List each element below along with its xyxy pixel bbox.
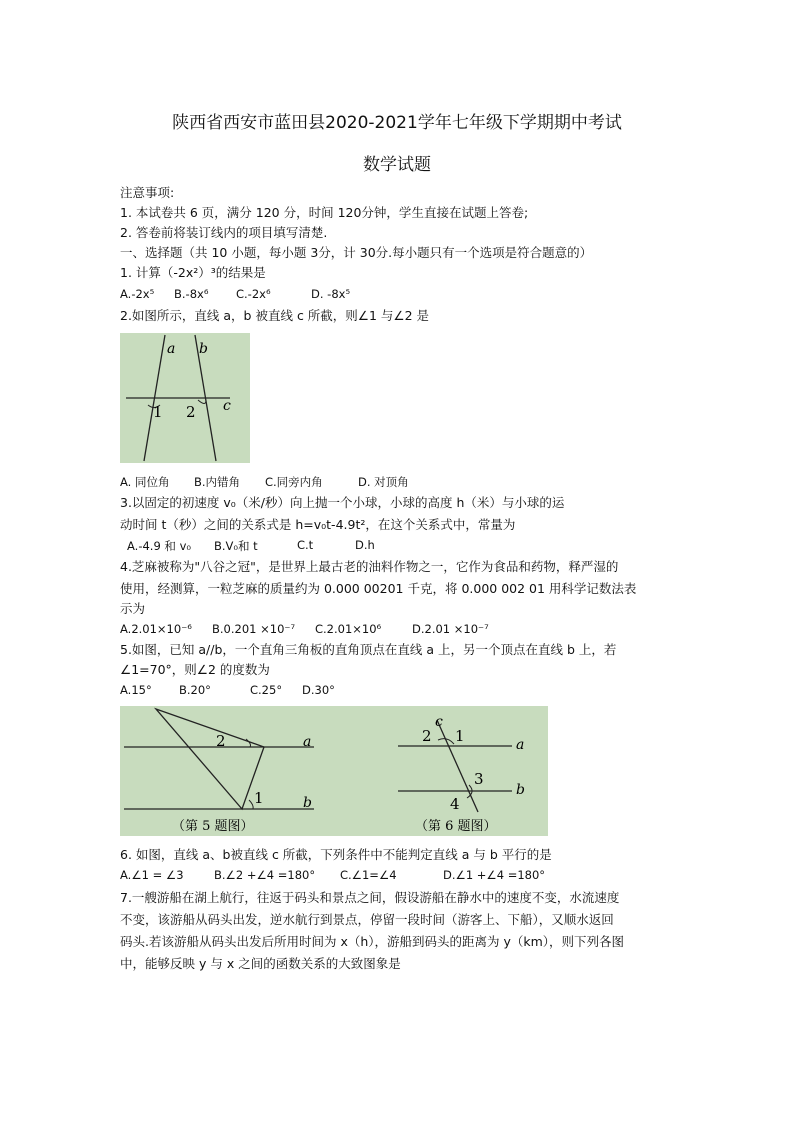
q3-option-d: D.h <box>355 538 375 552</box>
q7-line-2: 不变，该游船从码头出发，逆水航行到景点，停留一段时间（游客上、下船），又顺水返回 <box>120 912 614 927</box>
q5-option-c: C.25° <box>250 683 283 697</box>
q5-angle-1-arc <box>249 800 253 809</box>
q5-label-2: 2 <box>216 732 226 750</box>
q6-label-a: a <box>516 737 525 753</box>
q6-option-c: C.∠1=∠4 <box>340 868 397 882</box>
q6-label-b: b <box>516 782 525 798</box>
q3-line-2: 动时间 t（秒）之间的关系式是 h=v₀t-4.9t²，在这个关系式中，常量为 <box>120 517 516 532</box>
section-heading: 一、选择题（共 10 小题，每小题 3分，计 30分.每小题只有一个选项是符合题意的） <box>120 245 593 260</box>
q5-q6-figures <box>120 706 548 836</box>
q2-label-2: 2 <box>186 403 196 421</box>
q5-angle-2-arc <box>246 739 251 747</box>
q4-option-c: C.2.01×10⁶ <box>315 622 382 636</box>
q4-option-d: D.2.01 ×10⁻⁷ <box>412 622 489 636</box>
q4-line-3: 示为 <box>120 601 146 616</box>
q3-line-1: 3.以固定的初速度 v₀（米/秒）向上抛一个小球，小球的高度 h（米）与小球的运 <box>120 495 565 510</box>
q5-triangle <box>156 709 264 809</box>
q4-line-1: 4.芝麻被称为"八谷之冠"，是世界上最古老的油料作物之一，它作为食品和药物，释严湿的 <box>120 559 619 574</box>
q1-option-d: D. -8x⁵ <box>311 287 351 301</box>
q4-option-a: A.2.01×10⁻⁶ <box>120 622 192 636</box>
q2-label-a: a <box>167 341 176 357</box>
q6-caption: （第 6 题图） <box>415 819 497 834</box>
q1-stem: 1. 计算（-2x²）³的结果是 <box>120 265 266 280</box>
q5-label-a: a <box>303 734 312 750</box>
q5-option-d: D.30° <box>302 683 335 697</box>
q2-angle-2-arc <box>198 400 206 404</box>
q2-stem: 2.如图所示，直线 a，b 被直线 c 所截，则∠1 与∠2 是 <box>120 308 430 323</box>
q5-option-b: B.20° <box>179 683 211 697</box>
q2-figure <box>120 333 250 463</box>
q3-option-c: C.t <box>297 538 314 552</box>
q2-option-b: B.内错角 <box>194 475 241 489</box>
q5-line-1: 5.如图，已知 a//b，一个直角三角板的直角顶点在直线 a 上，另一个顶点在直线 b 上，若 <box>120 642 617 657</box>
q4-option-b: B.0.201 ×10⁻⁷ <box>212 622 296 636</box>
page-subtitle: 数学试题 <box>363 155 431 175</box>
q6-stem: 6. 如图，直线 a、b被直线 c 所截，下列条件中不能判定直线 a 与 b 平行的是 <box>120 847 552 862</box>
q6-label-1: 1 <box>455 727 465 745</box>
q2-label-1: 1 <box>153 403 163 421</box>
notes-line-1: 1. 本试卷共 6 页，满分 120 分，时间 120分钟，学生直接在试题上答卷; <box>120 205 529 220</box>
q6-label-2: 2 <box>422 727 432 745</box>
q7-line-3: 码头.若该游船从码头出发后所用时间为 x（h），游船到码头的距离为 y（km），则下列各图 <box>120 934 625 949</box>
q4-line-2: 使用，经测算，一粒芝麻的质量约为 0.000 00201 千克，将 0.000 002 01 用科学记数法表 <box>120 581 637 596</box>
q6-option-a: A.∠1 = ∠3 <box>120 868 184 882</box>
page-title: 陕西省西安市蓝田县2020-2021学年七年级下学期期中考试 <box>172 113 622 133</box>
q1-option-c: C.-2x⁶ <box>236 287 271 301</box>
notes-line-2: 2. 答卷前将装订线内的项目填写清楚. <box>120 225 328 240</box>
q5-caption: （第 5 题图） <box>172 819 254 834</box>
q2-option-a: A. 同位角 <box>120 475 170 489</box>
q1-option-b: B.-8x⁶ <box>174 287 209 301</box>
q6-option-d: D.∠1 +∠4 =180° <box>443 868 546 882</box>
q6-label-4: 4 <box>450 795 460 813</box>
q7-line-4: 中，能够反映 y 与 x 之间的函数关系的大致图象是 <box>120 956 401 971</box>
q2-label-b: b <box>199 341 208 357</box>
q5-label-b: b <box>303 795 312 811</box>
q6-label-3: 3 <box>474 770 484 788</box>
q2-option-d: D. 对顶角 <box>358 475 409 489</box>
q5-option-a: A.15° <box>120 683 152 697</box>
q7-line-1: 7.一艘游船在湖上航行，往返于码头和景点之间，假设游船在静水中的速度不变，水流速度 <box>120 890 620 905</box>
q3-option-a: A.-4.9 和 v₀ <box>127 539 191 553</box>
notes-heading: 注意事项: <box>120 185 175 200</box>
q5-line-2: ∠1=70°，则∠2 的度数为 <box>120 662 270 677</box>
q2-label-c: c <box>223 398 231 414</box>
q6-label-c: c <box>435 714 443 730</box>
q3-option-b: B.V₀和 t <box>214 539 258 553</box>
q1-option-a: A.-2x⁵ <box>120 287 155 301</box>
q6-option-b: B.∠2 +∠4 =180° <box>214 868 316 882</box>
q2-option-c: C.同旁内角 <box>265 475 323 489</box>
q5-label-1: 1 <box>254 789 264 807</box>
